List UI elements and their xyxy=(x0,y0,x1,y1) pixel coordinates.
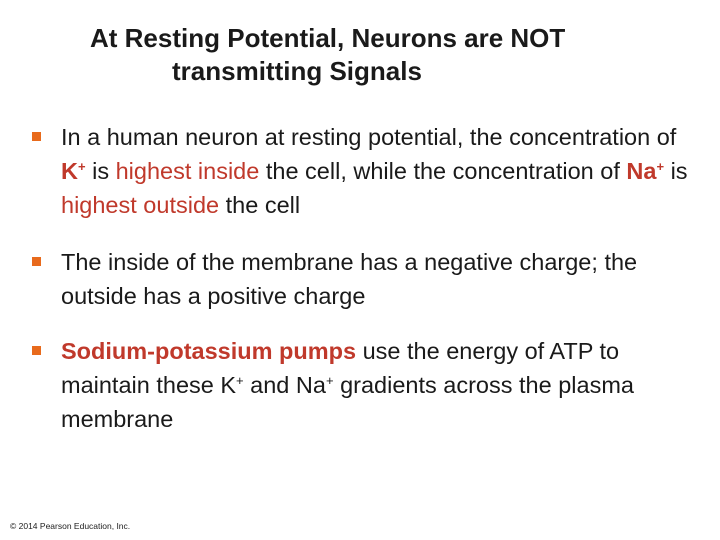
square-bullet-icon xyxy=(32,257,41,266)
square-bullet-icon xyxy=(32,346,41,355)
potassium-symbol: K+ xyxy=(61,158,86,184)
bullet-1-segment: is xyxy=(664,158,688,184)
square-bullet-icon xyxy=(32,132,41,141)
highlight-pumps: Sodium-potassium pumps xyxy=(61,338,357,364)
slide-title-line-2: transmitting Signals xyxy=(172,56,422,86)
bullet-3-segment: gradients across the plasma membrane xyxy=(61,372,634,432)
bullet-text-3 xyxy=(61,334,701,436)
highlight-inside: highest inside xyxy=(115,158,260,184)
highlight-outside: highest outside xyxy=(61,192,220,218)
bullet-1-segment: the cell xyxy=(219,192,301,218)
bullet-1-segment: is xyxy=(85,158,116,184)
copyright-footer: © 2014 Pearson Education, Inc. xyxy=(10,521,131,531)
bullet-text-2: The inside of the membrane has a negative charge; the outside has a positive charge xyxy=(61,249,638,309)
bullet-1-segment: In a human neuron at resting potential, the concentration of xyxy=(61,124,677,150)
bullet-text-1 xyxy=(61,120,701,222)
bullet-3-segment: use the energy of ATP to maintain these K xyxy=(61,338,620,398)
potassium-superscript: + xyxy=(236,373,244,388)
slide-title xyxy=(60,22,660,88)
bullet-3-segment: and Na xyxy=(243,372,326,398)
bullet-1-segment: the cell, while the concentration of xyxy=(259,158,627,184)
slide-title-line-1: At Resting Potential, Neurons are NOT xyxy=(90,23,566,53)
sodium-symbol: Na+ xyxy=(626,158,665,184)
sodium-superscript: + xyxy=(325,373,334,388)
